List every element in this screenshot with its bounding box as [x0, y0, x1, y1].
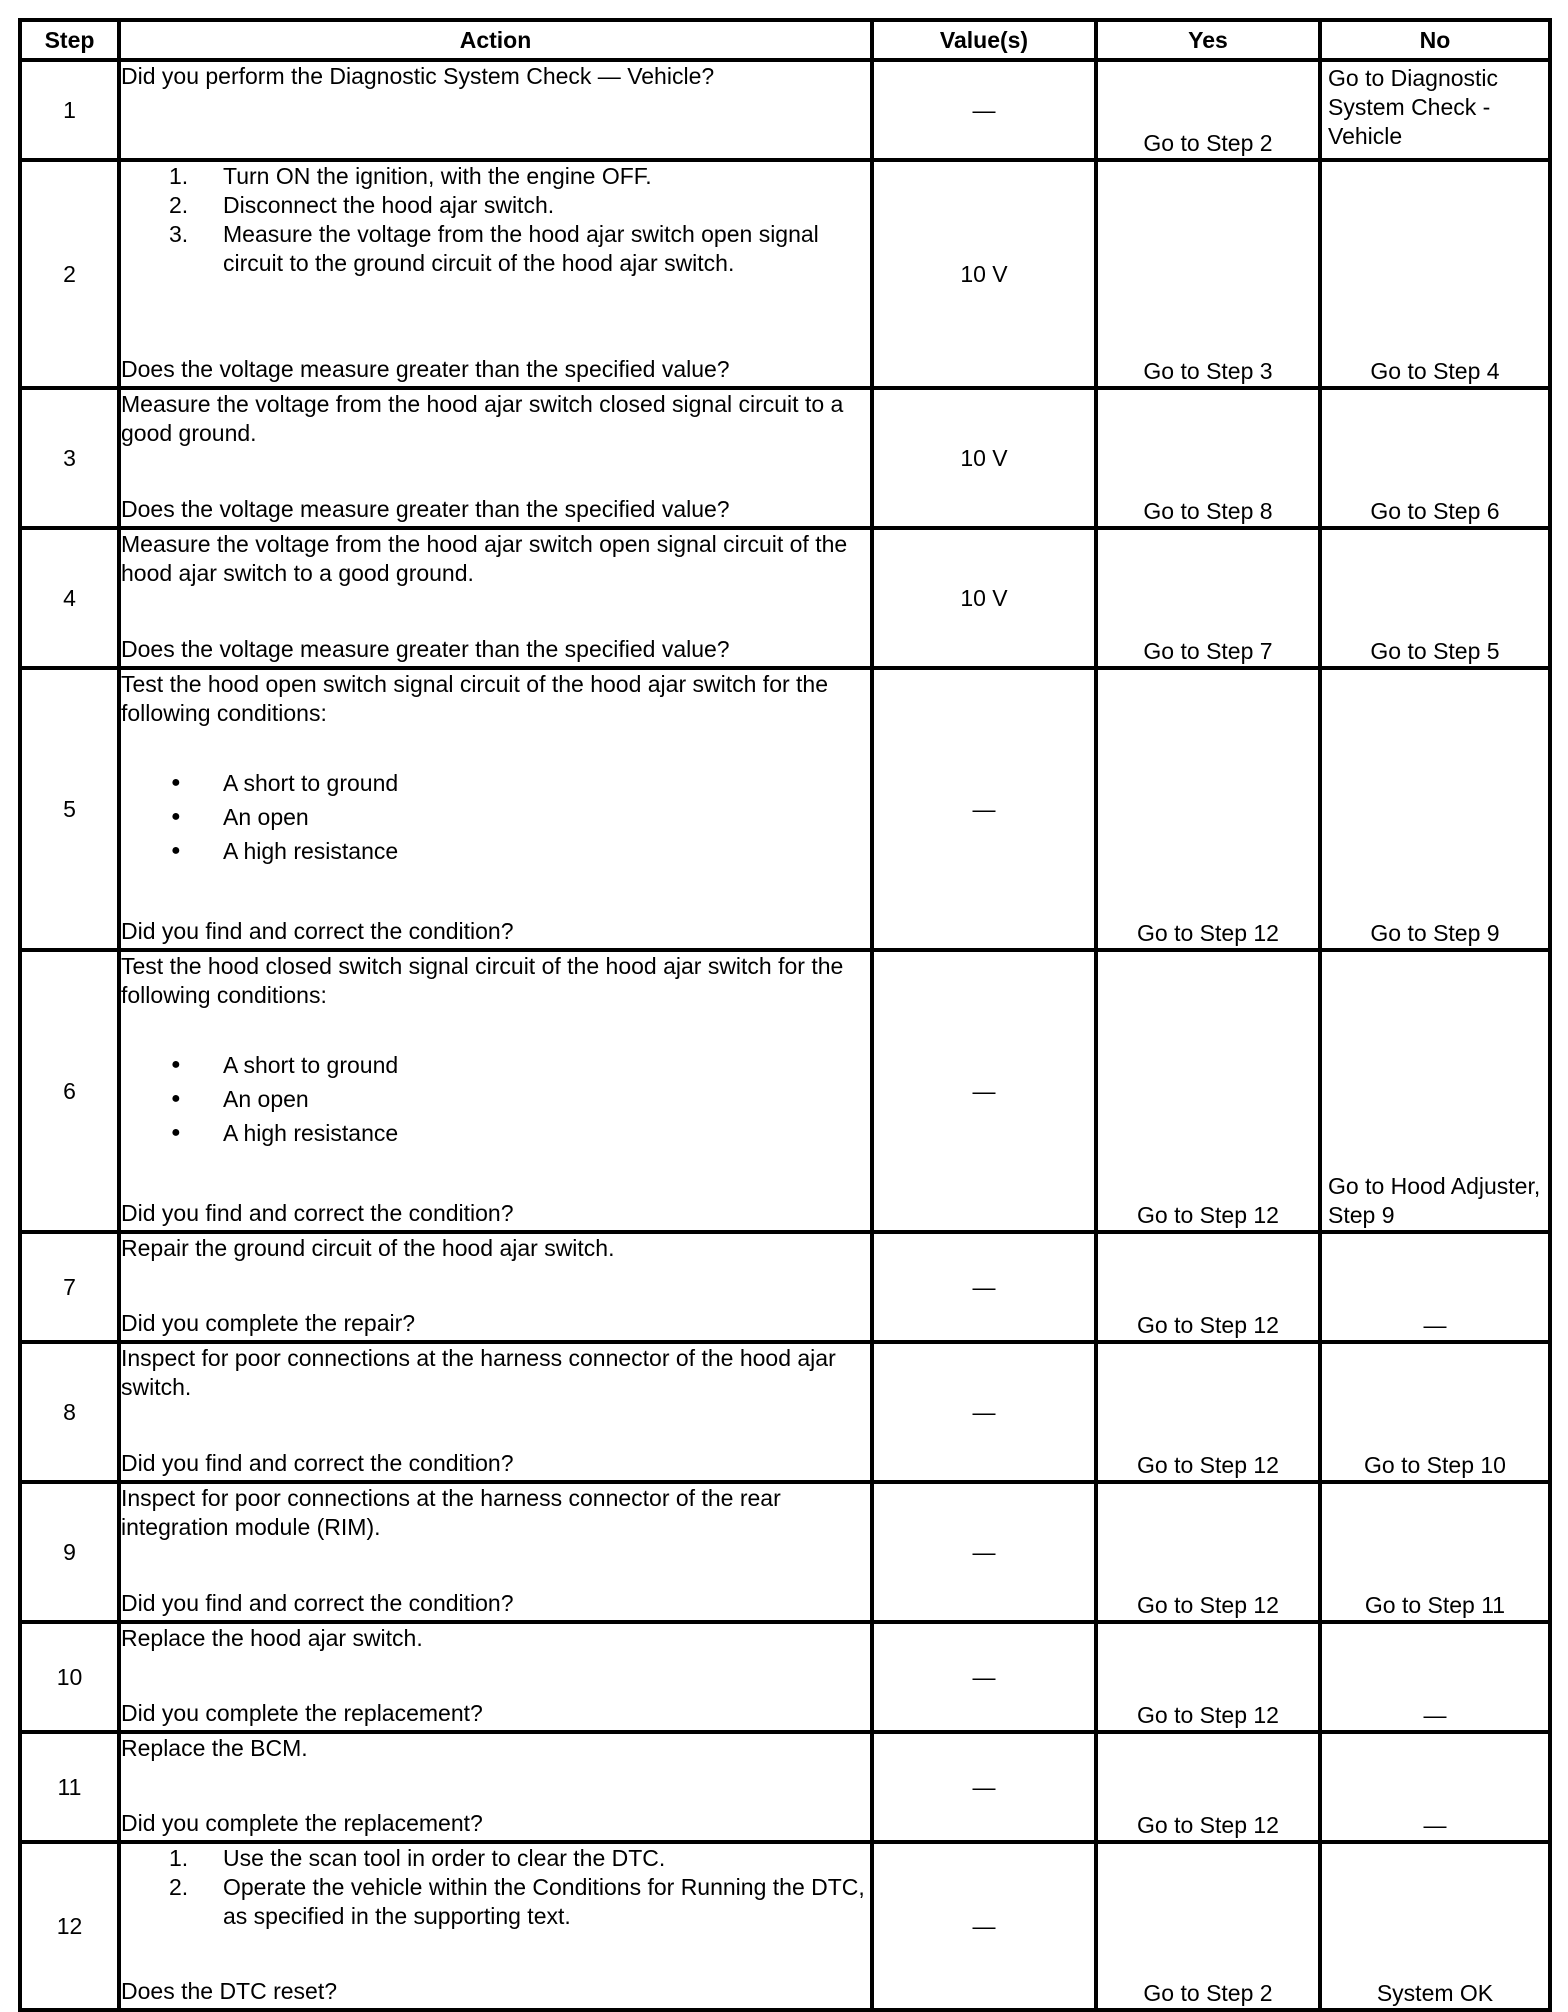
table-row	[20, 668, 1550, 950]
value-cell: 10 V	[872, 528, 1096, 668]
no-cell: Go to Step 9	[1320, 668, 1550, 950]
action-question: Does the DTC reset?	[121, 1978, 338, 2004]
list-item: ● A high resistance	[223, 1116, 870, 1150]
value-cell: 10 V	[872, 160, 1096, 388]
value-cell: —	[872, 950, 1096, 1232]
step-number: 10	[20, 1622, 119, 1732]
list-item: Turn ON the ignition, with the engine OFF.	[223, 163, 652, 189]
list-item: Operate the vehicle within the Conditions for Running the DTC, as specified in the supporting text.	[223, 1874, 865, 1929]
action-question: Did you find and correct the condition?	[121, 1200, 514, 1226]
value-cell: —	[872, 1622, 1096, 1732]
value-cell: —	[872, 60, 1096, 160]
action-text: Measure the voltage from the hood ajar switch closed signal circuit to a good ground.	[121, 391, 844, 446]
step-number: 7	[20, 1232, 119, 1342]
no-cell: —	[1320, 1232, 1550, 1342]
action-text: Measure the voltage from the hood ajar switch open signal circuit of the hood ajar switch to a good ground.	[121, 531, 848, 586]
table-row	[20, 160, 1550, 388]
action-question: Did you find and correct the condition?	[121, 1450, 514, 1476]
yes-cell: Go to Step 12	[1096, 1482, 1320, 1622]
table-row	[20, 60, 1550, 160]
no-cell: Go to Step 5	[1320, 528, 1550, 668]
yes-cell: Go to Step 12	[1096, 1732, 1320, 1842]
list-item: ● An open	[223, 800, 870, 834]
action-cell	[119, 668, 872, 950]
action-steps	[121, 162, 870, 278]
action-cell	[119, 1482, 872, 1622]
action-steps	[121, 1844, 870, 1931]
table-row	[20, 1622, 1550, 1732]
step-number: 4	[20, 528, 119, 668]
header-row	[20, 20, 1550, 60]
action-question: Does the voltage measure greater than the specified value?	[121, 636, 730, 662]
action-text: Test the hood open switch signal circuit of the hood ajar switch for the following conditions:	[121, 671, 829, 726]
table-row	[20, 1842, 1550, 2010]
action-cell	[119, 1842, 872, 2010]
step-number: 11	[20, 1732, 119, 1842]
yes-cell: Go to Step 2	[1096, 1842, 1320, 2010]
yes-cell: Go to Step 12	[1096, 1232, 1320, 1342]
action-cell	[119, 160, 872, 388]
action-cell	[119, 528, 872, 668]
step-number: 6	[20, 950, 119, 1232]
step-number: 5	[20, 668, 119, 950]
action-cell	[119, 1732, 872, 1842]
yes-cell: Go to Step 2	[1096, 60, 1320, 160]
no-cell: Go to Step 6	[1320, 388, 1550, 528]
yes-cell: Go to Step 12	[1096, 950, 1320, 1232]
no-cell: Go to Step 11	[1320, 1482, 1550, 1622]
action-question: Did you complete the repair?	[121, 1310, 416, 1336]
list-item: ● A short to ground	[223, 766, 870, 800]
condition-list	[121, 766, 870, 868]
action-text: Replace the hood ajar switch.	[121, 1625, 423, 1651]
step-number: 9	[20, 1482, 119, 1622]
action-text: Did you perform the Diagnostic System Check — Vehicle?	[121, 63, 715, 89]
header-value: Value(s)	[872, 20, 1096, 60]
condition-list	[121, 1048, 870, 1150]
list-item: ● A short to ground	[223, 1048, 870, 1082]
value-cell: —	[872, 1842, 1096, 2010]
yes-cell: Go to Step 8	[1096, 388, 1320, 528]
value-cell: —	[872, 1232, 1096, 1342]
action-cell	[119, 1342, 872, 1482]
diagnostic-table	[18, 18, 1552, 2012]
table-row	[20, 1482, 1550, 1622]
yes-cell: Go to Step 12	[1096, 1342, 1320, 1482]
value-cell: 10 V	[872, 388, 1096, 528]
yes-cell: Go to Step 3	[1096, 160, 1320, 388]
action-cell	[119, 1232, 872, 1342]
step-number: 3	[20, 388, 119, 528]
action-text: Test the hood closed switch signal circuit of the hood ajar switch for the following conditions:	[121, 953, 844, 1008]
action-text: Inspect for poor connections at the harness connector of the hood ajar switch.	[121, 1345, 836, 1400]
header-step: Step	[20, 20, 119, 60]
action-question: Did you find and correct the condition?	[121, 918, 514, 944]
list-item: ● A high resistance	[223, 834, 870, 868]
no-cell: Go to Diagnostic System Check - Vehicle	[1320, 60, 1550, 160]
table-row	[20, 388, 1550, 528]
action-cell	[119, 950, 872, 1232]
step-number: 12	[20, 1842, 119, 2010]
action-question: Does the voltage measure greater than the specified value?	[121, 496, 730, 522]
header-action: Action	[119, 20, 872, 60]
list-item: Use the scan tool in order to clear the DTC.	[223, 1845, 666, 1871]
yes-cell: Go to Step 12	[1096, 668, 1320, 950]
action-question: Did you complete the replacement?	[121, 1700, 483, 1726]
table-row	[20, 1732, 1550, 1842]
step-number: 2	[20, 160, 119, 388]
no-cell: System OK	[1320, 1842, 1550, 2010]
value-cell: —	[872, 1732, 1096, 1842]
value-cell: —	[872, 1482, 1096, 1622]
list-item: Disconnect the hood ajar switch.	[223, 192, 555, 218]
value-cell: —	[872, 1342, 1096, 1482]
no-cell: Go to Hood Adjuster, Step 9	[1320, 950, 1550, 1232]
action-text: Replace the BCM.	[121, 1735, 308, 1761]
no-cell: Go to Step 10	[1320, 1342, 1550, 1482]
step-number: 1	[20, 60, 119, 160]
step-number: 8	[20, 1342, 119, 1482]
list-item: Measure the voltage from the hood ajar switch open signal circuit to the ground circuit of the hood ajar switch.	[223, 221, 819, 276]
action-cell	[119, 388, 872, 528]
list-item: ● An open	[223, 1082, 870, 1116]
table-row	[20, 1342, 1550, 1482]
no-cell: —	[1320, 1622, 1550, 1732]
action-text: Inspect for poor connections at the harness connector of the rear integration module (RIM).	[121, 1485, 781, 1540]
value-cell: —	[872, 668, 1096, 950]
header-no: No	[1320, 20, 1550, 60]
action-cell	[119, 60, 872, 160]
action-question: Did you find and correct the condition?	[121, 1590, 514, 1616]
action-text: Repair the ground circuit of the hood ajar switch.	[121, 1235, 615, 1261]
yes-cell: Go to Step 12	[1096, 1622, 1320, 1732]
action-question: Does the voltage measure greater than the specified value?	[121, 356, 730, 382]
no-cell: —	[1320, 1732, 1550, 1842]
table-row	[20, 528, 1550, 668]
table-row	[20, 1232, 1550, 1342]
header-yes: Yes	[1096, 20, 1320, 60]
table-row	[20, 950, 1550, 1232]
yes-cell: Go to Step 7	[1096, 528, 1320, 668]
action-question: Did you complete the replacement?	[121, 1810, 483, 1836]
action-cell	[119, 1622, 872, 1732]
no-cell: Go to Step 4	[1320, 160, 1550, 388]
